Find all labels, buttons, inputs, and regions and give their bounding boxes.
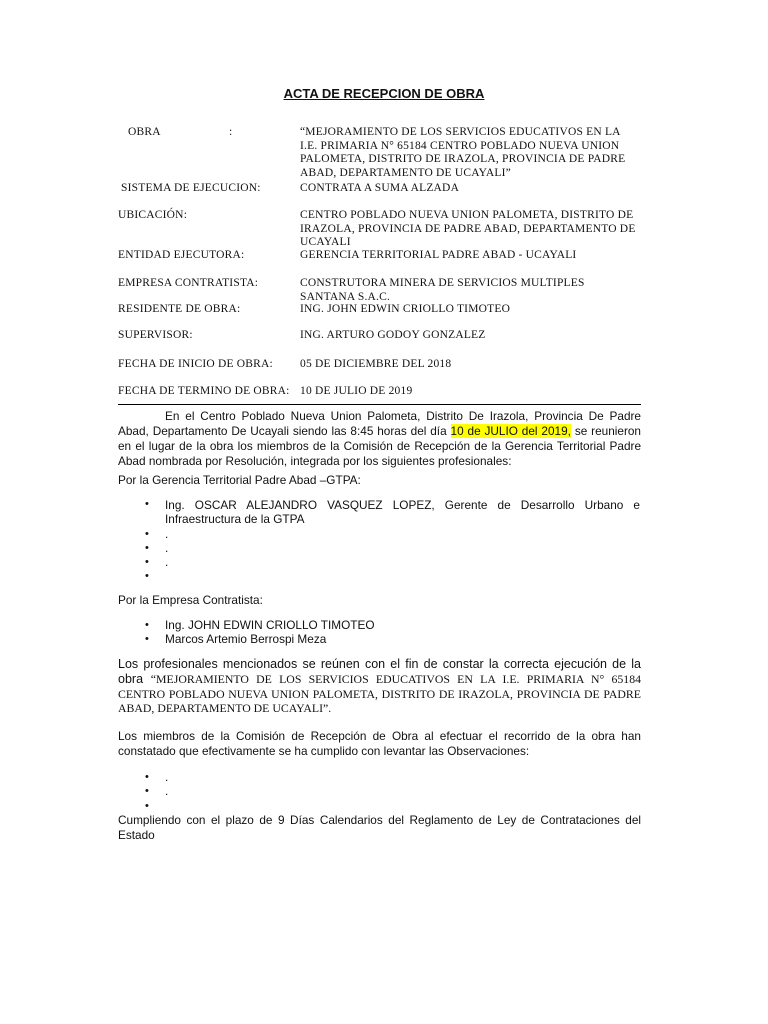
document-title: ACTA DE RECEPCION DE OBRA	[283, 86, 485, 101]
empresa-heading: Por la Empresa Contratista:	[118, 593, 263, 607]
obs-item-1: .	[165, 770, 169, 784]
gtpa-heading: Por la Gerencia Territorial Padre Abad –GTPA:	[118, 473, 361, 487]
ubicacion-value: CENTRO POBLADO NUEVA UNION PALOMETA, DISTRITO DE IRAZOLA, PROVINCIA DE PADRE ABAD, DEPARTAMENTO DE UCAYALI	[300, 209, 636, 249]
obra-label: OBRA	[128, 126, 161, 138]
cumpliendo-paragraph: Cumpliendo con el plazo de 9 Días Calendarios del Reglamento de Ley de Contrataciones del Estado	[118, 813, 641, 842]
intro-text-2: se reunieron en el lugar de la obra los miembros de la Comisión de Recepción de la Gerencia Territorial Padre Abad nombrada por Resolución, integrada por los siguientes profesionales:	[118, 424, 641, 468]
bullet-icon: •	[145, 800, 149, 812]
gtpa-member-1: Ing. OSCAR ALEJANDRO VASQUEZ LOPEZ, Gerente de Desarrollo Urbano e Infraestructura de la GTPA	[165, 498, 640, 526]
empresa-member-1: Ing. JOHN EDWIN CRIOLLO TIMOTEO	[165, 618, 375, 632]
residente-value: ING. JOHN EDWIN CRIOLLO TIMOTEO	[300, 303, 511, 315]
entidad-label: ENTIDAD EJECUTORA:	[118, 249, 245, 261]
profesionales-obra: “MEJORAMIENTO DE LOS SERVICIOS EDUCATIVOS EN LA I.E. PRIMARIA N° 65184 CENTRO POBLADO NUEVA UNION PALOMETA, DISTRITO DE IRAZOLA, PROVINCIA DE PADRE ABAD, DEPARTAMENTO DE UCAYALI”	[118, 671, 641, 716]
gtpa-member-3: .	[165, 541, 169, 555]
bullet-icon: •	[145, 785, 149, 797]
bullet-icon: •	[145, 633, 149, 645]
termino-value: 10 DE JULIO DE 2019	[300, 385, 413, 397]
profesionales-end: .	[328, 701, 332, 716]
entidad-value: GERENCIA TERRITORIAL PADRE ABAD - UCAYALI	[300, 249, 577, 261]
empresa-label: EMPRESA CONTRATISTA:	[118, 277, 259, 289]
bullet-icon: •	[145, 771, 149, 783]
obra-colon: :	[229, 126, 233, 138]
intro-paragraph	[118, 409, 641, 469]
supervisor-value: ING. ARTURO GODOY GONZALEZ	[300, 329, 486, 341]
highlighted-date: 10 de JULIO del 2019,	[450, 424, 571, 438]
gtpa-member-4: .	[165, 555, 169, 569]
bullet-icon: •	[145, 556, 149, 568]
empresa-value: CONSTRUTORA MINERA DE SERVICIOS MULTIPLES SANTANA S.A.C.	[300, 277, 585, 303]
supervisor-label: SUPERVISOR:	[118, 329, 193, 341]
sistema-value: CONTRATA A SUMA ALZADA	[300, 182, 460, 194]
gtpa-member-2: .	[165, 527, 169, 541]
profesionales-paragraph	[118, 657, 641, 716]
bullet-icon: •	[145, 528, 149, 540]
empresa-member-2: Marcos Artemio Berrospi Meza	[165, 632, 327, 646]
comision-paragraph: Los miembros de la Comisión de Recepción de Obra al efectuar el recorrido de la obra han constatado que efectivamente se ha cumplido con levantar las Observaciones:	[118, 729, 641, 758]
intro-text-1: En el Centro Poblado Nueva Union Palometa, Distrito De Irazola, Provincia De Padre Abad, Departamento De Ucayali siendo las 8:45 horas del día	[118, 409, 641, 438]
bullet-icon: •	[145, 570, 149, 582]
inicio-value: 05 DE DICIEMBRE DEL 2018	[300, 358, 452, 370]
profesionales-lead: Los profesionales mencionados se reúnen con el fin de constar la correcta ejecución de la obra	[118, 657, 641, 686]
termino-label: FECHA DE TERMINO DE OBRA:	[118, 385, 290, 397]
obra-value: “MEJORAMIENTO DE LOS SERVICIOS EDUCATIVOS EN LA I.E. PRIMARIA N° 65184 CENTRO POBLADO NUEVA UNION PALOMETA, DISTRITO DE IRAZOLA, PROVINCIA DE PADRE ABAD, DEPARTAMENTO DE UCAYALI”	[300, 126, 626, 179]
bullet-icon: •	[145, 498, 149, 510]
inicio-label: FECHA DE INICIO DE OBRA:	[118, 358, 273, 370]
residente-label: RESIDENTE DE OBRA:	[118, 303, 241, 315]
bullet-icon: •	[145, 619, 149, 631]
sistema-label: SISTEMA DE EJECUCION:	[121, 182, 261, 194]
section-divider	[118, 404, 641, 405]
ubicacion-label: UBICACIÓN:	[118, 209, 188, 221]
obs-item-2: .	[165, 784, 169, 798]
bullet-icon: •	[145, 542, 149, 554]
